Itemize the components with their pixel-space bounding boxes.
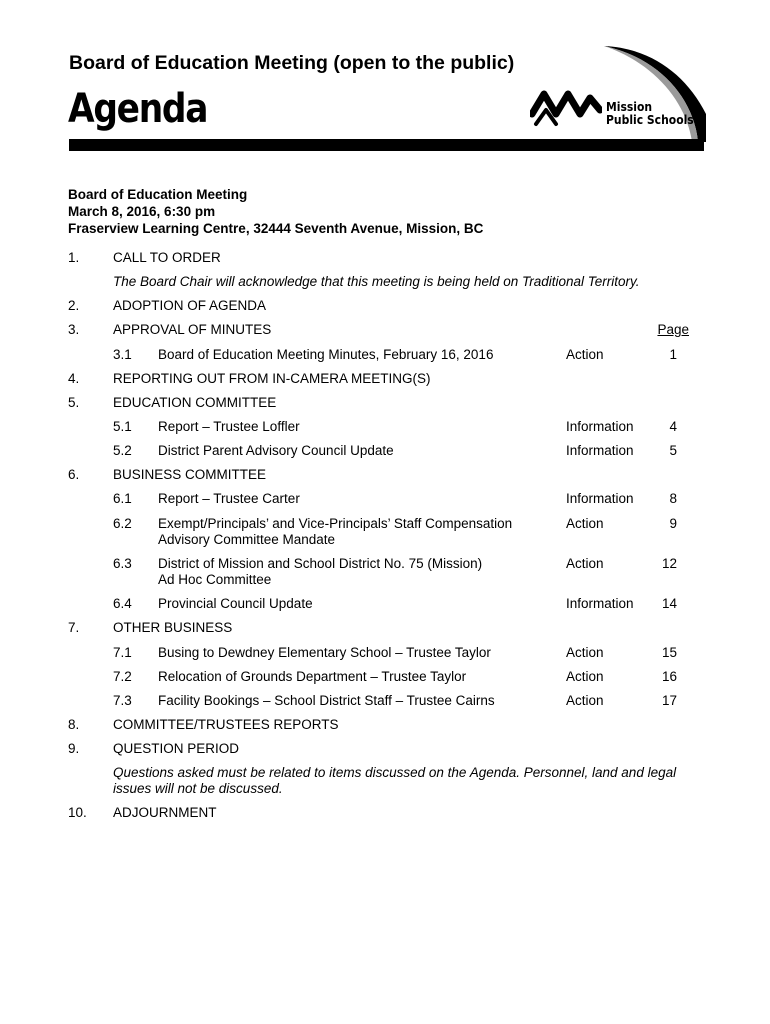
subitem-title: Exempt/Principals’ and Vice-Principals’ Staff Compensation: [158, 516, 513, 531]
header-title: Board of Education Meeting (open to the public): [69, 52, 515, 74]
subitem-title: Busing to Dewdney Elementary School – Trustee Taylor: [158, 645, 491, 660]
subitem-title: District of Mission and School District No. 75 (Mission): [158, 556, 483, 571]
header-rule: [69, 139, 704, 151]
header-swoosh-graphic: [600, 44, 706, 142]
subitem-number: 5.1: [113, 419, 132, 434]
logo-line-1: Mission: [606, 100, 653, 114]
subitem-page: 14: [661, 596, 677, 611]
subitem-number: 6.4: [113, 596, 132, 611]
subitem-number: 6.3: [113, 556, 132, 571]
subitem-page: 1: [669, 347, 677, 362]
item-number: 4.: [68, 371, 80, 386]
meeting-date-time: March 8, 2016, 6:30 pm: [68, 204, 216, 219]
item-title: BUSINESS COMMITTEE: [113, 467, 267, 482]
subitem-type: Action: [566, 645, 604, 660]
subitem-title: Facility Bookings – School District Staff – Trustee Cairns: [158, 693, 495, 708]
subitem-page: 15: [661, 645, 677, 660]
item-note: Questions asked must be related to items discussed on the Agenda. Personnel, land and legal: [113, 765, 677, 780]
item-number: 10.: [68, 805, 87, 820]
meeting-location: Fraserview Learning Centre, 32444 Seventh Avenue, Mission, BC: [68, 221, 484, 236]
subitem-page: 8: [669, 491, 677, 506]
subitem-title: District Parent Advisory Council Update: [158, 443, 394, 458]
subitem-page: 4: [669, 419, 677, 434]
subitem-number: 7.2: [113, 669, 132, 684]
item-title: ADOPTION OF AGENDA: [113, 298, 267, 313]
subitem-page: 16: [661, 669, 677, 684]
item-number: 9.: [68, 741, 80, 756]
subitem-page: 5: [669, 443, 677, 458]
item-number: 1.: [68, 250, 80, 265]
subitem-type: Information: [566, 419, 634, 434]
item-note: The Board Chair will acknowledge that this meeting is being held on Traditional Territory.: [113, 274, 640, 289]
subitem-type: Action: [566, 516, 604, 531]
subitem-number: 5.2: [113, 443, 132, 458]
subitem-number: 6.2: [113, 516, 132, 531]
subitem-title: Report – Trustee Loffler: [158, 419, 300, 434]
mission-logo-icon: [530, 88, 602, 128]
item-title: APPROVAL OF MINUTES: [113, 322, 272, 337]
meeting-info: [68, 186, 483, 237]
agenda-title: Agenda: [68, 86, 208, 132]
subitem-type: Action: [566, 693, 604, 708]
subitem-title-continued: Ad Hoc Committee: [158, 572, 272, 587]
subitem-title: Board of Education Meeting Minutes, February 16, 2016: [158, 347, 494, 362]
item-title: OTHER BUSINESS: [113, 620, 233, 635]
item-title: REPORTING OUT FROM IN-CAMERA MEETING(S): [113, 371, 431, 386]
item-title: COMMITTEE/TRUSTEES REPORTS: [113, 717, 339, 732]
item-title: EDUCATION COMMITTEE: [113, 395, 277, 410]
item-number: 2.: [68, 298, 80, 313]
subitem-page: 17: [661, 693, 677, 708]
subitem-type: Information: [566, 491, 634, 506]
subitem-title: Relocation of Grounds Department – Trustee Taylor: [158, 669, 467, 684]
item-number: 7.: [68, 620, 80, 635]
item-note-continued: issues will not be discussed.: [113, 781, 283, 796]
subitem-type: Action: [566, 347, 604, 362]
subitem-title-continued: Advisory Committee Mandate: [158, 532, 336, 547]
subitem-number: 7.1: [113, 645, 132, 660]
subitem-number: 6.1: [113, 491, 132, 506]
item-title: QUESTION PERIOD: [113, 741, 240, 756]
subitem-title: Provincial Council Update: [158, 596, 313, 611]
subitem-title: Report – Trustee Carter: [158, 491, 300, 506]
subitem-page: 9: [669, 516, 677, 531]
subitem-number: 7.3: [113, 693, 132, 708]
item-title: CALL TO ORDER: [113, 250, 221, 265]
item-number: 8.: [68, 717, 80, 732]
meeting-name: Board of Education Meeting: [68, 187, 248, 202]
subitem-number: 3.1: [113, 347, 132, 362]
logo-line-2: Public Schools: [606, 113, 694, 127]
logo-text: [606, 101, 694, 127]
subitem-page: 12: [661, 556, 677, 571]
subitem-type: Action: [566, 556, 604, 571]
subitem-type: Information: [566, 596, 634, 611]
subitem-type: Action: [566, 669, 604, 684]
item-number: 6.: [68, 467, 80, 482]
item-title: ADJOURNMENT: [113, 805, 217, 820]
page-column-header: Page: [657, 322, 689, 337]
item-number: 3.: [68, 322, 80, 337]
item-number: 5.: [68, 395, 80, 410]
subitem-type: Information: [566, 443, 634, 458]
